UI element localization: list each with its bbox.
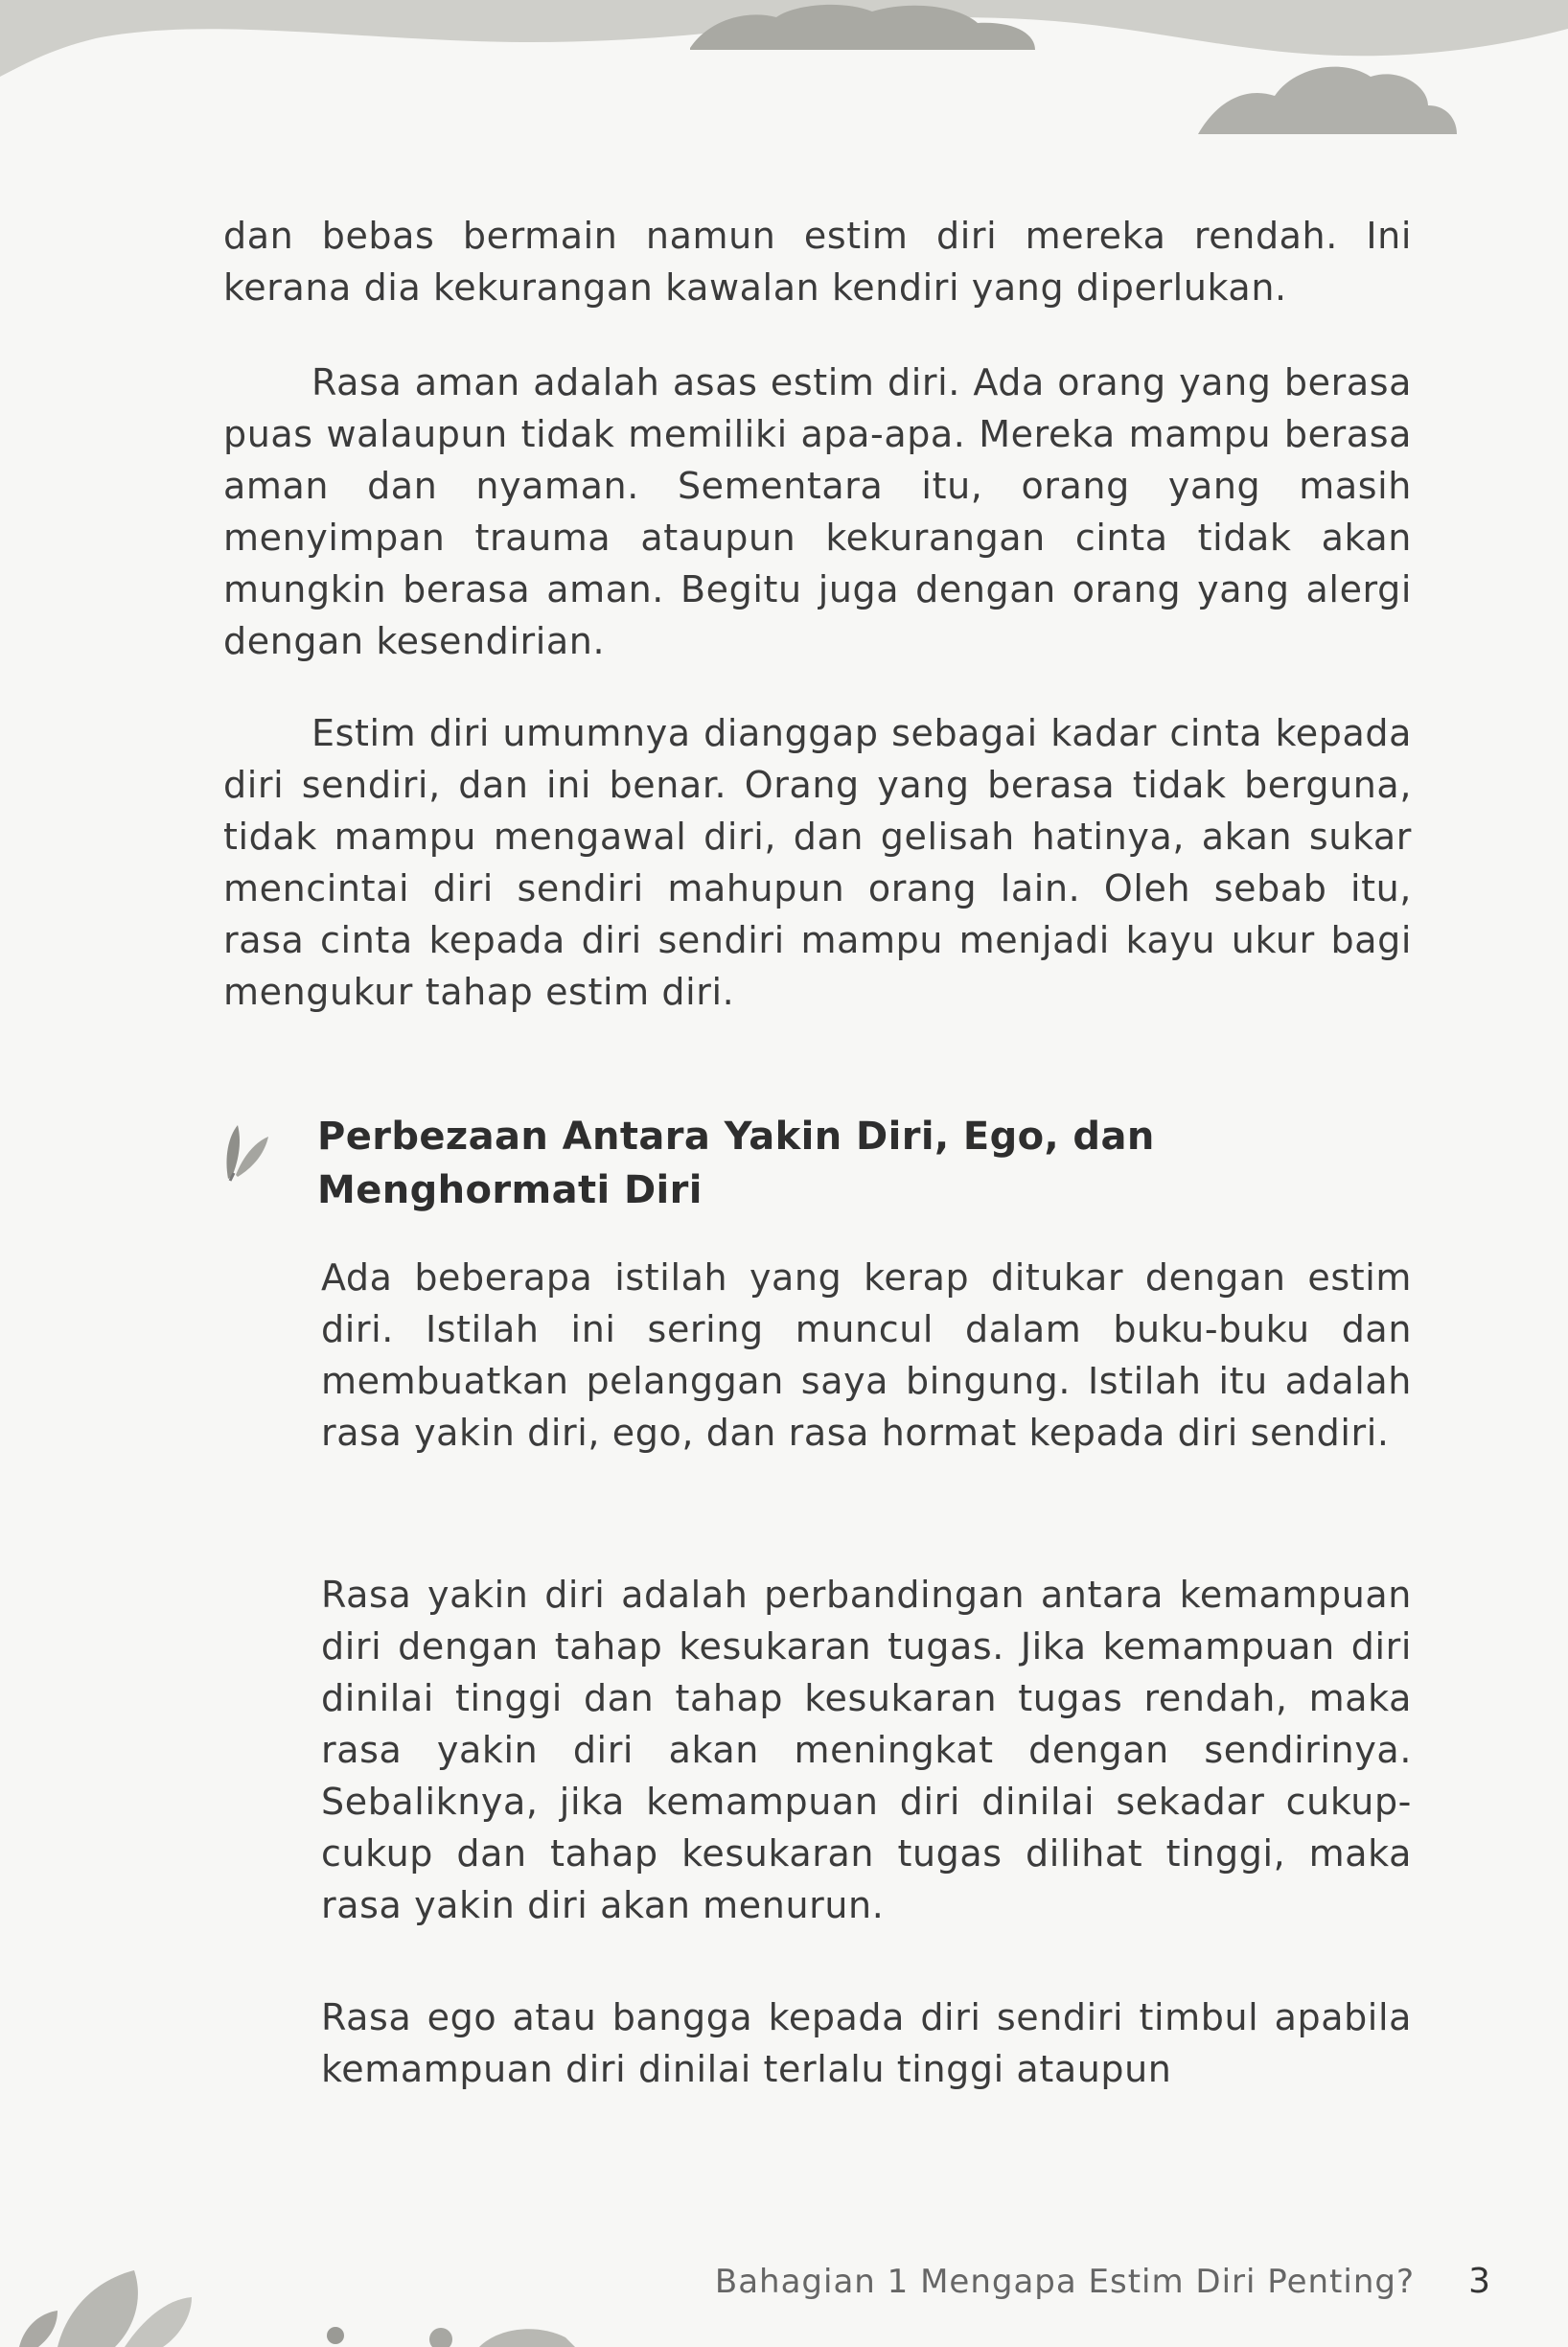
- paragraph-istilah: Ada beberapa istilah yang kerap ditukar dengan estim diri. Istilah ini sering muncul dalam buku-buku dan membuatkan pelanggan saya bingung. Istilah itu adalah rasa yakin diri, ego, dan rasa hormat kepada diri sendiri.: [321, 1256, 1412, 1454]
- page-number: 3: [1468, 2262, 1491, 2301]
- paragraph-rasa-aman: Rasa aman adalah asas estim diri. Ada orang yang berasa puas walaupun tidak memiliki apa-apa. Mereka mampu berasa aman dan nyaman. Sementara itu, orang yang masih menyimpan trauma ataupun kekurangan cinta tidak akan mungkin berasa aman. Begitu juga dengan orang yang alergi dengan kesendirian.: [223, 361, 1412, 662]
- paragraph-estim-diri-cinta: Estim diri umumnya dianggap sebagai kadar cinta kepada diri sendiri, dan ini benar. Orang yang berasa tidak berguna, tidak mampu mengawal diri, dan gelisah hatinya, akan sukar mencintai diri sendiri mahupun orang lain. Oleh sebab itu, rasa cinta kepada diri sendiri mampu menjadi kayu ukur bagi mengukur tahap estim diri.: [223, 712, 1412, 1013]
- running-title: Bahagian 1 Mengapa Estim Diri Penting?: [714, 2263, 1415, 2301]
- paragraph-continuation: dan bebas bermain namun estim diri mereka rendah. Ini kerana dia kekurangan kawalan kendiri yang diperlukan.: [223, 215, 1412, 309]
- bottom-plant-decoration: [0, 2232, 594, 2347]
- paragraph-yakin-diri: Rasa yakin diri adalah perbandingan antara kemampuan diri dengan tahap kesukaran tugas. Jika kemampuan diri dinilai tinggi dan tahap kesukaran tugas rendah, maka rasa yakin diri akan meningkat dengan sendirinya. Sebaliknya, jika kemampuan diri dinilai sekadar cukup-cukup dan tahap kesukaran tugas dilihat tinggi, maka rasa yakin diri akan menurun.: [321, 1574, 1412, 1926]
- section-heading: Perbezaan Antara Yakin Diri, Ego, dan Menghormati Diri: [317, 1115, 1155, 1212]
- top-cloud-decoration: [0, 0, 1568, 173]
- paragraph-ego: Rasa ego atau bangga kepada diri sendiri timbul apabila kemampuan diri dinilai terlalu tinggi ataupun: [321, 1996, 1412, 2090]
- leaf-icon: [219, 1119, 272, 1186]
